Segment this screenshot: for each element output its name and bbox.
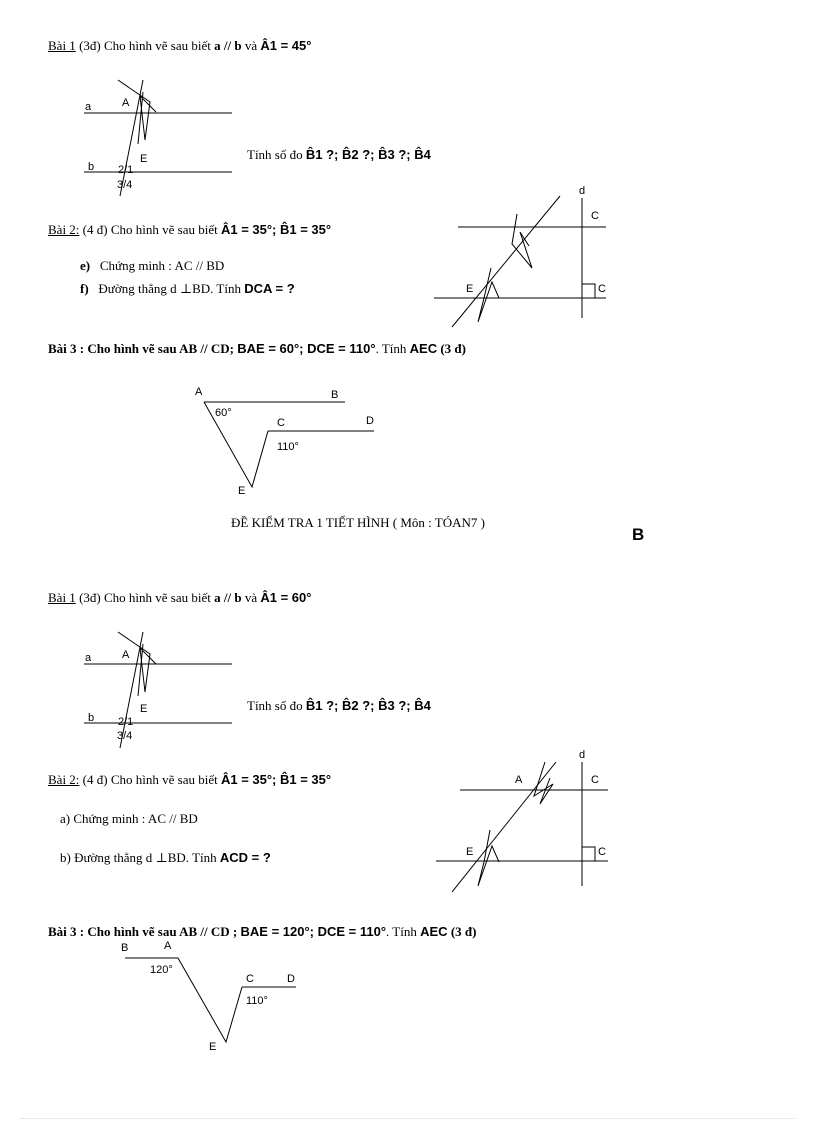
bai3-a-text: Bài 3 : Cho hình vẽ sau AB // CD; [48, 341, 238, 356]
bai1-a-cond: a // b [214, 38, 242, 53]
bai2-a-text: (4 đ) Cho hình vẽ sau biết [79, 222, 221, 237]
fig1b-label-b: b [88, 712, 95, 724]
bai1-a-ask-angles: B̂1 ?; B̂2 ?; B̂3 ?; B̂4 [305, 147, 431, 162]
bai2-a-item-f-math: DCA = ? [244, 281, 295, 296]
fig3b-angle-A: 120° [150, 964, 173, 976]
fig3b-E: E [209, 1041, 217, 1053]
fig3b-D: D [287, 973, 295, 985]
bai2-b-label: Bài 2: [48, 772, 80, 787]
bai2-a-item-e-text: Chứng minh : AC // BD [99, 258, 225, 273]
bai3-b-tail: . Tính [386, 924, 421, 939]
exam-title: ĐỀ KIỂM TRA 1 TIẾT HÌNH ( Môn : TÓAN7 ) [231, 515, 485, 530]
bai2-a-item-f-marker: f) [80, 281, 89, 296]
bai3-b-points: (3 đ) [447, 924, 477, 939]
fig3a-C: C [277, 417, 285, 429]
fig3b-A: A [164, 940, 172, 952]
fig3a-angle-C: 110° [277, 441, 299, 453]
bai2-b-item-b-math: ACD = ? [219, 850, 271, 865]
bai1-b-angle: Â1 = 60° [260, 590, 312, 605]
fig1b-label-34: 3/4 [117, 730, 133, 742]
bai3-b-text: Bài 3 : Cho hình vẽ sau AB // CD ; [48, 924, 241, 939]
fig3a-B: B [331, 389, 339, 401]
bai1-b-text: (3đ) Cho hình vẽ sau biết [75, 590, 215, 605]
bai2-b-item-b-text: b) Đường thẳng d ⊥BD. Tính [60, 850, 220, 865]
bai1-b-label: Bài 1 [48, 590, 76, 605]
fig2a-label-d: d [579, 185, 586, 197]
fig1b-label-21: 2/1 [118, 716, 134, 728]
fig1b-label-A: A [122, 649, 130, 661]
bai2-a-angles: Â1 = 35°; B̂1 = 35° [220, 222, 332, 237]
fig1b-label-a: a [85, 652, 92, 664]
fig1a-label-a: a [85, 101, 92, 113]
bai1-b-conj: và [241, 590, 261, 605]
fig2b-label-E: E [466, 846, 474, 858]
bai3-a-angles: BAE = 60°; DCE = 110° [237, 341, 376, 356]
fig1a-label-E: E [140, 153, 148, 165]
bai1-b-cond: a // b [214, 590, 242, 605]
fig2a-label-E: E [466, 283, 474, 295]
bai1-a-text: (3đ) Cho hình vẽ sau biết [75, 38, 215, 53]
fig2b-label-d: d [579, 749, 586, 761]
fig2b-label-A: A [515, 774, 523, 786]
bai2-b-text: (4 đ) Cho hình vẽ sau biết [79, 772, 221, 787]
bai2-a-label: Bài 2: [48, 222, 80, 237]
fig1b-label-E: E [140, 703, 148, 715]
fig2b-label-C2: C [598, 846, 606, 858]
fig1a-label-21: 2/1 [118, 164, 134, 176]
fig3b-C: C [246, 973, 254, 985]
bai3-a-target: AEC [409, 341, 438, 356]
bai2-a-item-e-marker: e) [80, 258, 91, 273]
bai3-a-points: (3 đ) [437, 341, 466, 356]
fig2a-label-C2: C [598, 283, 606, 295]
bai1-b-ask-angles: B̂1 ?; B̂2 ?; B̂3 ?; B̂4 [305, 698, 431, 713]
fig2a-label-C: C [591, 210, 599, 222]
bai3-b-angles: BAE = 120°; DCE = 110° [240, 924, 387, 939]
fig1a-label-A: A [122, 97, 130, 109]
fig1a-label-b: b [88, 161, 95, 173]
bai2-b-item-a-text: a) Chứng minh : AC // BD [60, 811, 198, 826]
bai1-a-angle: Â1 = 45° [260, 38, 312, 53]
bai1-a-label: Bài 1 [48, 38, 76, 53]
exam-version: B [632, 525, 645, 544]
fig3a-E: E [238, 485, 246, 497]
bai1-a-ask-prefix: Tính số đo [247, 147, 306, 162]
bai2-b-angles: Â1 = 35°; B̂1 = 35° [220, 772, 332, 787]
bai2-a-item-f-text: Đường thẳng d ⊥BD. Tính [98, 281, 245, 296]
fig3a-A: A [195, 386, 203, 398]
bai3-a-tail: . Tính [375, 341, 410, 356]
fig3a-angle-A: 60° [215, 407, 232, 419]
page-bottom-divider [20, 1118, 796, 1119]
fig3b-angle-C: 110° [246, 995, 268, 1007]
bai3-b-target: AEC [420, 924, 448, 939]
fig3b-B: B [121, 942, 129, 954]
bai1-b-ask-prefix: Tính số đo [247, 698, 306, 713]
fig3a-D: D [366, 415, 374, 427]
fig2b-label-C: C [591, 774, 599, 786]
bai1-a-conj: và [241, 38, 261, 53]
fig1a-label-34: 3/4 [117, 179, 133, 191]
